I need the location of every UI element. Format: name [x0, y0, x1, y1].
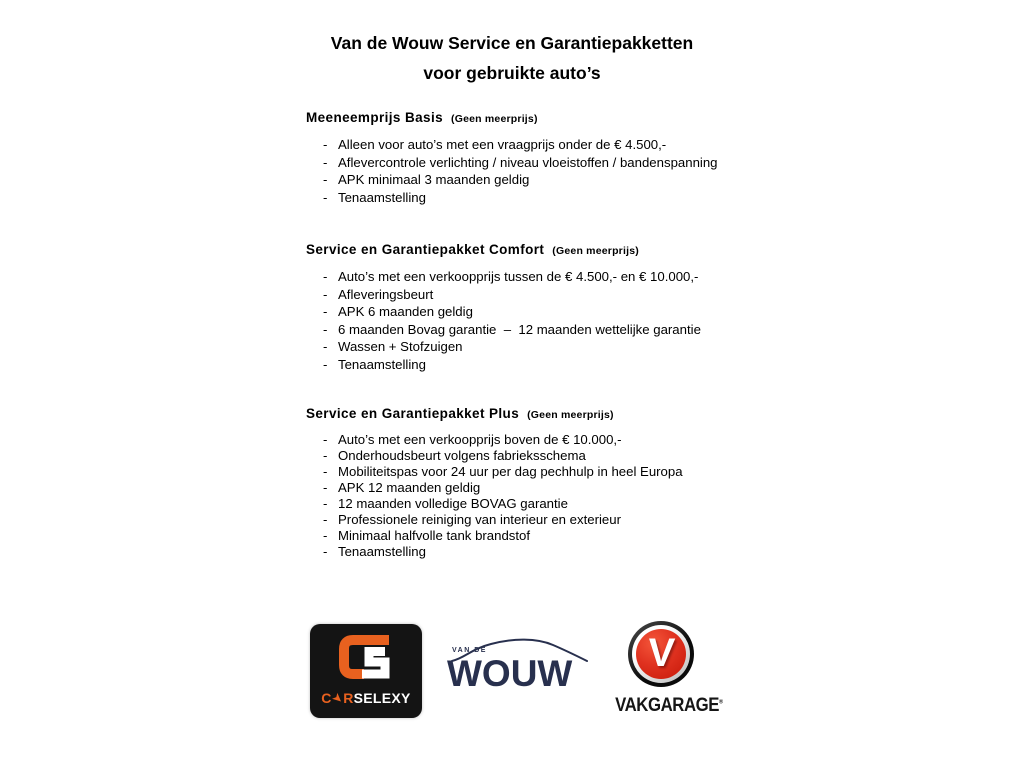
list-item: - Auto’s met een verkoopprijs tussen de € 4.500,- en € 10.000,-	[306, 268, 786, 286]
section-title: Service en Garantiepakket Plus	[306, 406, 520, 421]
cursor-arrow-icon: ➤	[329, 691, 345, 707]
list-item: - APK 12 maanden geldig	[306, 480, 786, 496]
badge-ring	[632, 625, 690, 683]
list-item: - Alleen voor auto’s met een vraagprijs onder de € 4.500,-	[306, 136, 786, 154]
list-item: - APK minimaal 3 maanden geldig	[306, 171, 786, 189]
vakgarage-wordmark	[615, 694, 723, 717]
wordmark-letter-r: R	[343, 690, 354, 706]
section-note: (Geen meerprijs)	[451, 113, 538, 125]
section-heading	[306, 406, 786, 423]
bullet-list	[306, 268, 786, 373]
wouw-wordmark: WOUW	[447, 653, 573, 694]
section-heading	[306, 242, 786, 259]
van-de-text: VAN DE	[452, 647, 487, 654]
registered-mark: ®	[719, 698, 723, 706]
vakgarage-badge-icon	[628, 621, 694, 687]
wordmark-letter-c: C	[321, 690, 332, 706]
bullet-list	[306, 432, 786, 560]
list-item: - Tenaamstelling	[306, 544, 786, 560]
bullet-list	[306, 136, 786, 206]
list-item: - APK 6 maanden geldig	[306, 303, 786, 321]
carselexy-logo	[310, 624, 422, 718]
section-garantiepakket-comfort	[306, 242, 786, 373]
section-note: (Geen meerprijs)	[527, 409, 614, 421]
badge-letter-v: V	[646, 631, 676, 675]
list-item: - Wassen + Stofzuigen	[306, 338, 786, 356]
section-title: Service en Garantiepakket Comfort	[306, 242, 545, 257]
page-title	[0, 28, 1024, 88]
list-item: - Professionele reiniging van interieur en exterieur	[306, 512, 786, 528]
list-item: - 12 maanden volledige BOVAG garantie	[306, 496, 786, 512]
section-meeneemprijs-basis	[306, 110, 786, 206]
list-item: - Minimaal halfvolle tank brandstof	[306, 528, 786, 544]
title-line-2: voor gebruikte auto’s	[423, 63, 601, 83]
list-item: - Mobiliteitspas voor 24 uur per dag pechhulp in heel Europa	[306, 464, 786, 480]
section-note: (Geen meerprijs)	[552, 245, 639, 257]
list-item: - Tenaamstelling	[306, 189, 786, 207]
vakgarage-label: VAKGARAGE	[615, 694, 720, 716]
van-de-wouw-logo	[447, 637, 589, 695]
list-item: - Aflevercontrole verlichting / niveau vloeistoffen / bandenspanning	[306, 154, 786, 172]
vakgarage-logo	[615, 619, 723, 719]
title-line-1: Van de Wouw Service en Garantiepakketten	[330, 33, 694, 53]
list-item: - 6 maanden Bovag garantie – 12 maanden wettelijke garantie	[306, 321, 786, 339]
section-garantiepakket-plus	[306, 406, 786, 560]
list-item: - Onderhoudsbeurt volgens fabrieksschema	[306, 448, 786, 464]
carselexy-monogram-icon	[337, 634, 395, 680]
badge-center	[636, 629, 686, 679]
wordmark-selexy: SELEXY	[353, 690, 411, 706]
section-heading	[306, 110, 786, 127]
list-item: - Afleveringsbeurt	[306, 286, 786, 304]
carselexy-wordmark	[310, 690, 422, 706]
list-item: - Tenaamstelling	[306, 356, 786, 374]
list-item: - Auto’s met een verkoopprijs boven de € 10.000,-	[306, 432, 786, 448]
section-title: Meeneemprijs Basis	[306, 110, 444, 125]
